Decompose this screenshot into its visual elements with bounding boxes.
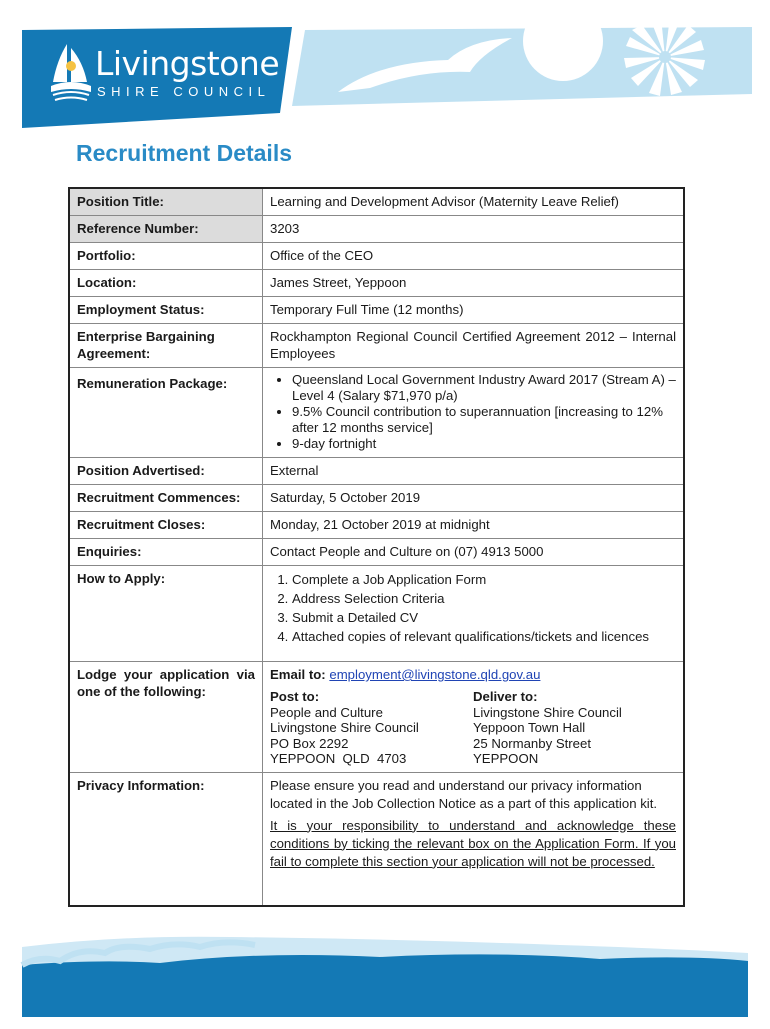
row-value: Contact People and Culture on (07) 4913 5000 bbox=[263, 539, 685, 566]
row-label: Privacy Information: bbox=[69, 772, 263, 906]
email-line bbox=[270, 666, 676, 683]
row-label: Remuneration Package: bbox=[69, 368, 263, 458]
table-row bbox=[69, 539, 684, 566]
email-label: Email to: bbox=[270, 667, 326, 682]
privacy-cell bbox=[263, 772, 685, 906]
council-logo-icon bbox=[47, 40, 95, 104]
list-item: • 9.5% Council contribution to superannuation [increasing to 12% after 12 months service] bbox=[292, 404, 676, 436]
table-row bbox=[69, 662, 684, 773]
recruitment-details-table bbox=[68, 187, 685, 907]
row-label: Portfolio: bbox=[69, 243, 263, 270]
address-line: YEPPOON QLD 4703 bbox=[270, 751, 407, 766]
row-label: Enquiries: bbox=[69, 539, 263, 566]
address-line: 25 Normanby Street bbox=[473, 735, 592, 751]
row-value: James Street, Yeppoon bbox=[263, 270, 685, 297]
email-link[interactable]: employment@livingstone.qld.gov.au bbox=[329, 667, 541, 682]
remuneration-list bbox=[270, 372, 676, 452]
list-item: • Queensland Local Government Industry Award 2017 (Stream A) – Level 4 (Salary $71,970 p/a) bbox=[292, 372, 676, 404]
privacy-paragraph: Please ensure you read and understand our privacy information located in the Job Collection Notice as a part of this application kit. bbox=[270, 777, 658, 811]
address-line: YEPPOON bbox=[473, 751, 539, 766]
post-address bbox=[270, 689, 473, 767]
row-value: Rockhampton Regional Council Certified Agreement 2012 – Internal Employees bbox=[263, 324, 685, 368]
row-label: Location: bbox=[69, 270, 263, 297]
org-subtitle: SHIRE COUNCIL bbox=[97, 84, 271, 99]
table-row bbox=[69, 512, 684, 539]
row-label: Lodge your application via one of the following: bbox=[69, 662, 263, 773]
footer-banner bbox=[0, 915, 770, 1024]
row-value: Learning and Development Advisor (Maternity Leave Relief) bbox=[263, 188, 685, 216]
lodge-cell bbox=[263, 662, 685, 773]
address-line: PO Box 2292 bbox=[270, 735, 349, 751]
table-row bbox=[69, 368, 684, 458]
deliver-address bbox=[473, 689, 676, 767]
post-heading: Post to: bbox=[270, 689, 320, 704]
table-row bbox=[69, 566, 684, 662]
row-value: Temporary Full Time (12 months) bbox=[263, 297, 685, 324]
org-name: Livingstone bbox=[95, 44, 280, 83]
table-row bbox=[69, 216, 684, 243]
row-value: External bbox=[263, 458, 685, 485]
row-value: 3203 bbox=[263, 216, 685, 243]
row-label: Recruitment Commences: bbox=[69, 485, 263, 512]
row-label: Employment Status: bbox=[69, 297, 263, 324]
row-value: Saturday, 5 October 2019 bbox=[263, 485, 685, 512]
list-item: • 9-day fortnight bbox=[292, 436, 676, 452]
address-line: People and Culture bbox=[270, 704, 383, 720]
how-to-apply-list bbox=[270, 570, 676, 646]
list-item: 1. Complete a Job Application Form bbox=[292, 570, 676, 589]
row-label: How to Apply: bbox=[69, 566, 263, 662]
privacy-notice: It is your responsibility to understand and acknowledge these conditions by ticking the relevant box on the Application Form. If you fail to complete this section your application will not be processed. bbox=[270, 817, 676, 869]
table-row bbox=[69, 297, 684, 324]
list-item: 4. Attached copies of relevant qualifications/tickets and licences bbox=[292, 627, 676, 646]
row-value: Office of the CEO bbox=[263, 243, 685, 270]
footer-wave-graphic bbox=[0, 915, 770, 1024]
council-logo-text bbox=[95, 46, 279, 99]
list-item: 3. Submit a Detailed CV bbox=[292, 608, 676, 627]
row-label: Position Advertised: bbox=[69, 458, 263, 485]
how-to-apply-cell bbox=[263, 566, 685, 662]
table-row bbox=[69, 772, 684, 906]
address-columns bbox=[270, 689, 676, 767]
table-row bbox=[69, 458, 684, 485]
table-row bbox=[69, 188, 684, 216]
header-banner bbox=[0, 0, 770, 140]
page-title: Recruitment Details bbox=[76, 140, 293, 166]
address-line: Livingstone Shire Council bbox=[270, 720, 419, 735]
address-line: Livingstone Shire Council bbox=[473, 704, 622, 720]
list-item: 2. Address Selection Criteria bbox=[292, 589, 676, 608]
row-label: Enterprise Bargaining Agreement: bbox=[69, 324, 263, 368]
row-value: Monday, 21 October 2019 at midnight bbox=[263, 512, 685, 539]
remuneration-list-cell bbox=[263, 368, 685, 458]
table-row bbox=[69, 270, 684, 297]
row-label: Reference Number: bbox=[69, 216, 263, 243]
row-label: Recruitment Closes: bbox=[69, 512, 263, 539]
deliver-heading: Deliver to: bbox=[473, 689, 538, 704]
table-row bbox=[69, 485, 684, 512]
table-row bbox=[69, 243, 684, 270]
row-label: Position Title: bbox=[69, 188, 263, 216]
address-line: Yeppoon Town Hall bbox=[473, 720, 586, 735]
table-row bbox=[69, 324, 684, 368]
